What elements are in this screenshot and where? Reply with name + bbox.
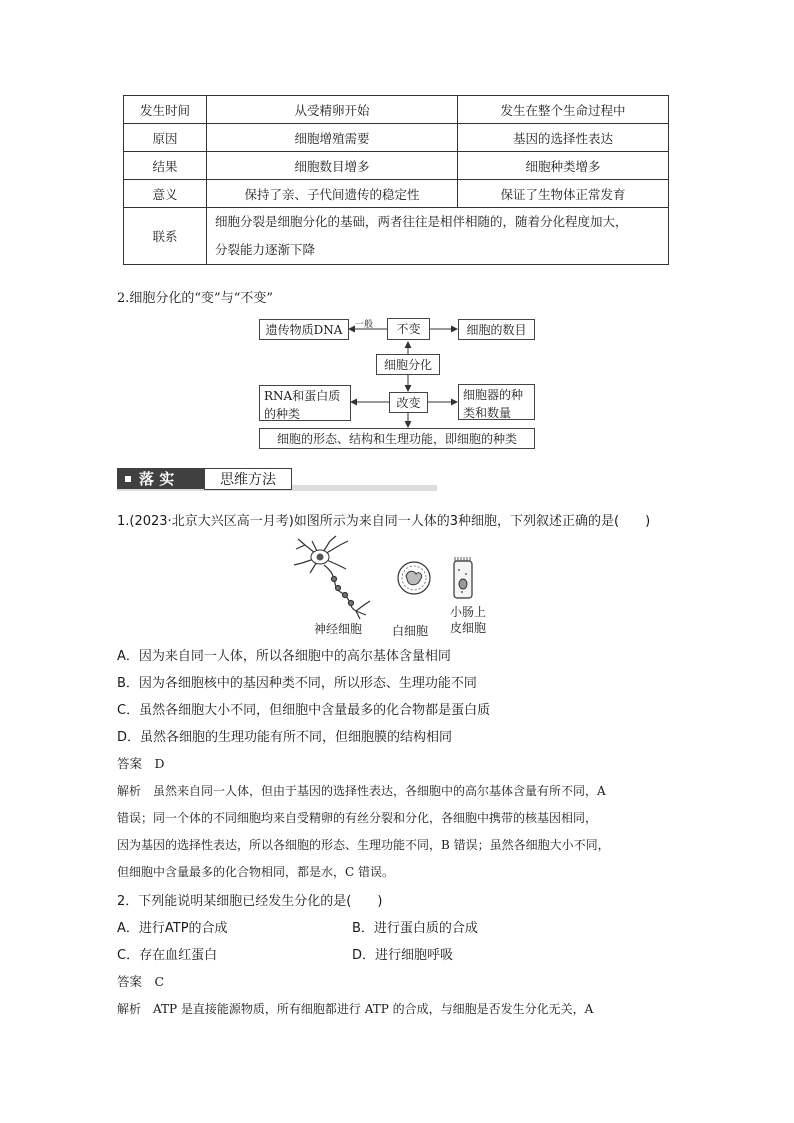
answer: 答案 C — [117, 974, 165, 989]
mitosis-cell: 保持了亲、子代间遗传的稳定性 — [207, 180, 458, 208]
analysis-line: 但细胞中含量最多的化合物相同，都是水，C 错误。 — [117, 865, 394, 879]
mitosis-cell: 细胞增殖需要 — [207, 124, 458, 152]
row-head: 意义 — [124, 180, 207, 208]
section-title: 2.细胞分化的“变”与“不变” — [117, 291, 273, 306]
option-c: C．存在血红蛋白 — [117, 948, 218, 963]
mitosis-cell: 细胞数目增多 — [207, 152, 458, 180]
wbc-label: 白细胞 — [391, 624, 428, 638]
white-blood-cell-image — [396, 560, 432, 596]
dna-box: 遗传物质DNA — [259, 319, 349, 340]
organelle-box — [458, 384, 535, 420]
row-head: 联系 — [124, 208, 207, 265]
epithelial-line: 小肠上 — [449, 605, 486, 619]
changed-box: 改变 — [389, 392, 428, 413]
differentiation-cell: 发生在整个生命过程中 — [458, 96, 669, 124]
link-line: 分裂能力逐渐下降 — [215, 242, 316, 257]
intestinal-cell-image — [452, 556, 474, 600]
rna-line: RNA和蛋白质 — [264, 389, 341, 403]
analysis-line: 错误；同一个体的不同细胞均来自受精卵的有丝分裂和分化，各细胞中携带的核基因相同， — [117, 811, 598, 825]
cell-count-box: 细胞的数目 — [458, 319, 535, 340]
mitosis-cell: 从受精卵开始 — [207, 96, 458, 124]
analysis-line: 解析 ATP 是直接能源物质，所有细胞都进行 ATP 的合成，与细胞是否发生分化无关，A — [117, 1002, 594, 1016]
square-icon — [125, 476, 131, 482]
analysis-line: 因为基因的选择性表达，所以各细胞的形态、生理功能不同，B 错误；虽然各细胞大小不同， — [117, 838, 610, 852]
option-d: D．进行细胞呼吸 — [352, 948, 454, 963]
option-a: A．因为来自同一人体，所以各细胞中的高尔基体含量相同 — [117, 649, 451, 664]
nerve-cell-image — [290, 535, 380, 620]
section-banner — [117, 468, 437, 491]
nerve-cell-label: 神经细胞 — [313, 622, 362, 636]
row-head: 原因 — [124, 124, 207, 152]
differentiation-cell: 保证了生物体正常发育 — [458, 180, 669, 208]
banner-dark-label: 落 实 — [139, 470, 175, 488]
differentiation-cell: 细胞种类增多 — [458, 152, 669, 180]
answer: 答案 D — [117, 756, 165, 771]
epithelial-line: 皮细胞 — [449, 621, 486, 635]
option-c: C．虽然各细胞大小不同，但细胞中含量最多的化合物都是蛋白质 — [117, 703, 491, 718]
option-a: A．进行ATP的合成 — [117, 921, 228, 936]
rna-protein-box — [259, 385, 351, 421]
unchanged-box: 不变 — [387, 318, 430, 340]
generally-label: 一般 — [355, 320, 374, 330]
question-stem: 1.(2023·北京大兴区高一月考)如图所示为来自同一人体的3种细胞，下列叙述正确的是( ) — [117, 514, 651, 529]
row-head: 发生时间 — [124, 96, 207, 124]
epithelial-cell-label — [443, 604, 493, 636]
banner-light-label: 思维方法 — [204, 468, 292, 490]
organelle-line: 细胞器的种 — [463, 388, 524, 402]
option-b: B．因为各细胞核中的基因种类不同，所以形态、生理功能不同 — [117, 676, 477, 691]
differentiation-cell: 基因的选择性表达 — [458, 124, 669, 152]
rna-line: 的种类 — [264, 407, 301, 421]
row-head: 结果 — [124, 152, 207, 180]
analysis-line: 解析 虽然来自同一人体，但由于基因的选择性表达，各细胞中的高尔基体含量有所不同，A — [117, 784, 606, 798]
differentiation-box: 细胞分化 — [376, 354, 440, 375]
question-stem: 2．下列能说明某细胞已经发生分化的是( ) — [117, 894, 383, 909]
banner-dark — [117, 468, 204, 489]
option-b: B．进行蛋白质的合成 — [352, 921, 478, 936]
bottom-box: 细胞的形态、结构和生理功能，即细胞的种类 — [259, 428, 535, 449]
diagram-arrows — [0, 0, 794, 460]
organelle-line: 类和数量 — [463, 406, 512, 420]
link-line: 细胞分裂是细胞分化的基础，两者往往是相伴相随的，随着分化程度加大， — [215, 214, 628, 229]
option-d: D．虽然各细胞的生理功能有所不同，但细胞膜的结构相同 — [117, 730, 453, 745]
